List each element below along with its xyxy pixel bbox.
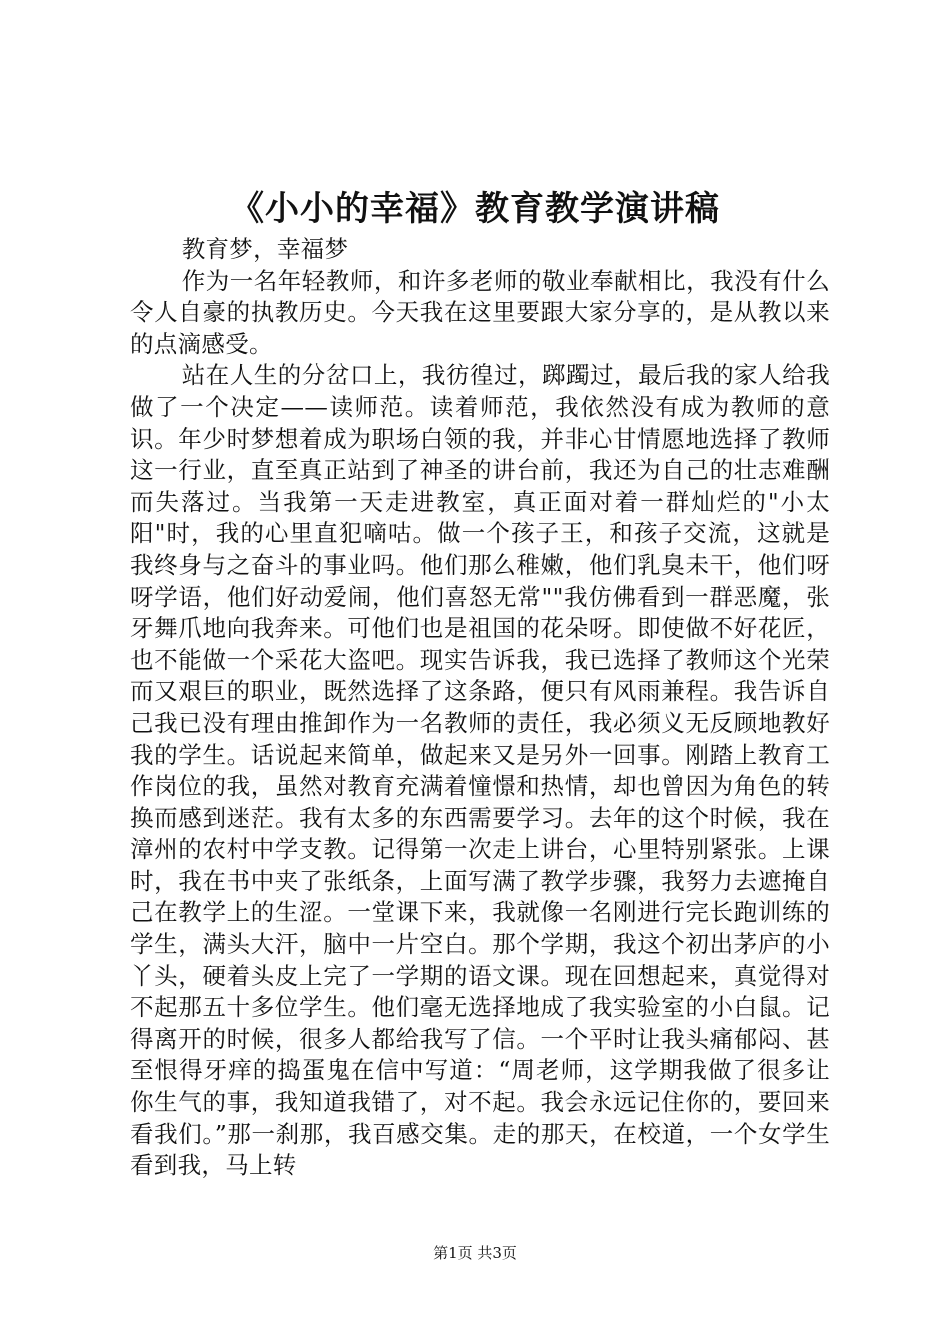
- document-body: [130, 234, 830, 1182]
- page-footer: [0, 1243, 950, 1263]
- paragraph-story: 站在人生的分岔口上，我彷徨过，踯躅过，最后我的家人给我做了一个决定——读师范。读着师范，我依然没有成为教师的意识。年少时梦想着成为职场白领的我，并非心甘情愿地选择了教师这一行业，直至真正站到了神圣的讲台前，我还为自己的壮志难酬而失落过。当我第一天走进教室，真正面对着一群灿烂的"小太阳"时，我的心里直犯嘀咕。做一个孩子王，和孩子交流，这就是我终身与之奋斗的事业吗。他们那么稚嫩，他们乳臭未干，他们呀呀学语，他们好动爱闹，他们喜怒无常""我仿佛看到一群恶魔，张牙舞爪地向我奔来。可他们也是祖国的花朵呀。即使做不好花匠，也不能做一个采花大盗吧。现实告诉我，我已选择了教师这个光荣而又艰巨的职业，既然选择了这条路，便只有风雨兼程。我告诉自己我已没有理由推卸作为一名教师的责任，我必须义无反顾地教好我的学生。话说起来简单，做起来又是另外一回事。刚踏上教育工作岗位的我，虽然对教育充满着憧憬和热情，却也曾因为角色的转换而感到迷茫。我有太多的东西需要学习。去年的这个时候，我在漳州的农村中学支教。记得第一次走上讲台，心里特别紧张。上课时，我在书中夹了张纸条，上面写满了教学步骤，我努力去遮掩自己在教学上的生涩。一堂课下来，我就像一名刚进行完长跑训练的学生，满头大汗，脑中一片空白。那个学期，我这个初出茅庐的小丫头，硬着头皮上完了一学期的语文课。现在回想起来，真觉得对不起那五十多位学生。他们毫无选择地成了我实验室的小白鼠。记得离开的时候，很多人都给我写了信。一个平时让我头痛郁闷、甚至恨得牙痒的捣蛋鬼在信中写道：“周老师，这学期我做了很多让你生气的事，我知道我错了，对不起。我会永远记住你的，要回来看我们。”那一刹那，我百感交集。走的那天，在校道，一个女学生看到我，马上转: [130, 361, 830, 1180]
- document-title: 《小小的幸福》教育教学演讲稿: [230, 189, 720, 229]
- page-number-indicator: 第1页 共3页: [433, 1244, 517, 1262]
- paragraph-intro: 作为一名年轻教师，和许多老师的敬业奉献相比，我没有什么令人自豪的执教历史。今天我在这里要跟大家分享的，是从教以来的点滴感受。: [130, 266, 830, 358]
- paragraph-subtitle: 教育梦，幸福梦: [181, 235, 349, 263]
